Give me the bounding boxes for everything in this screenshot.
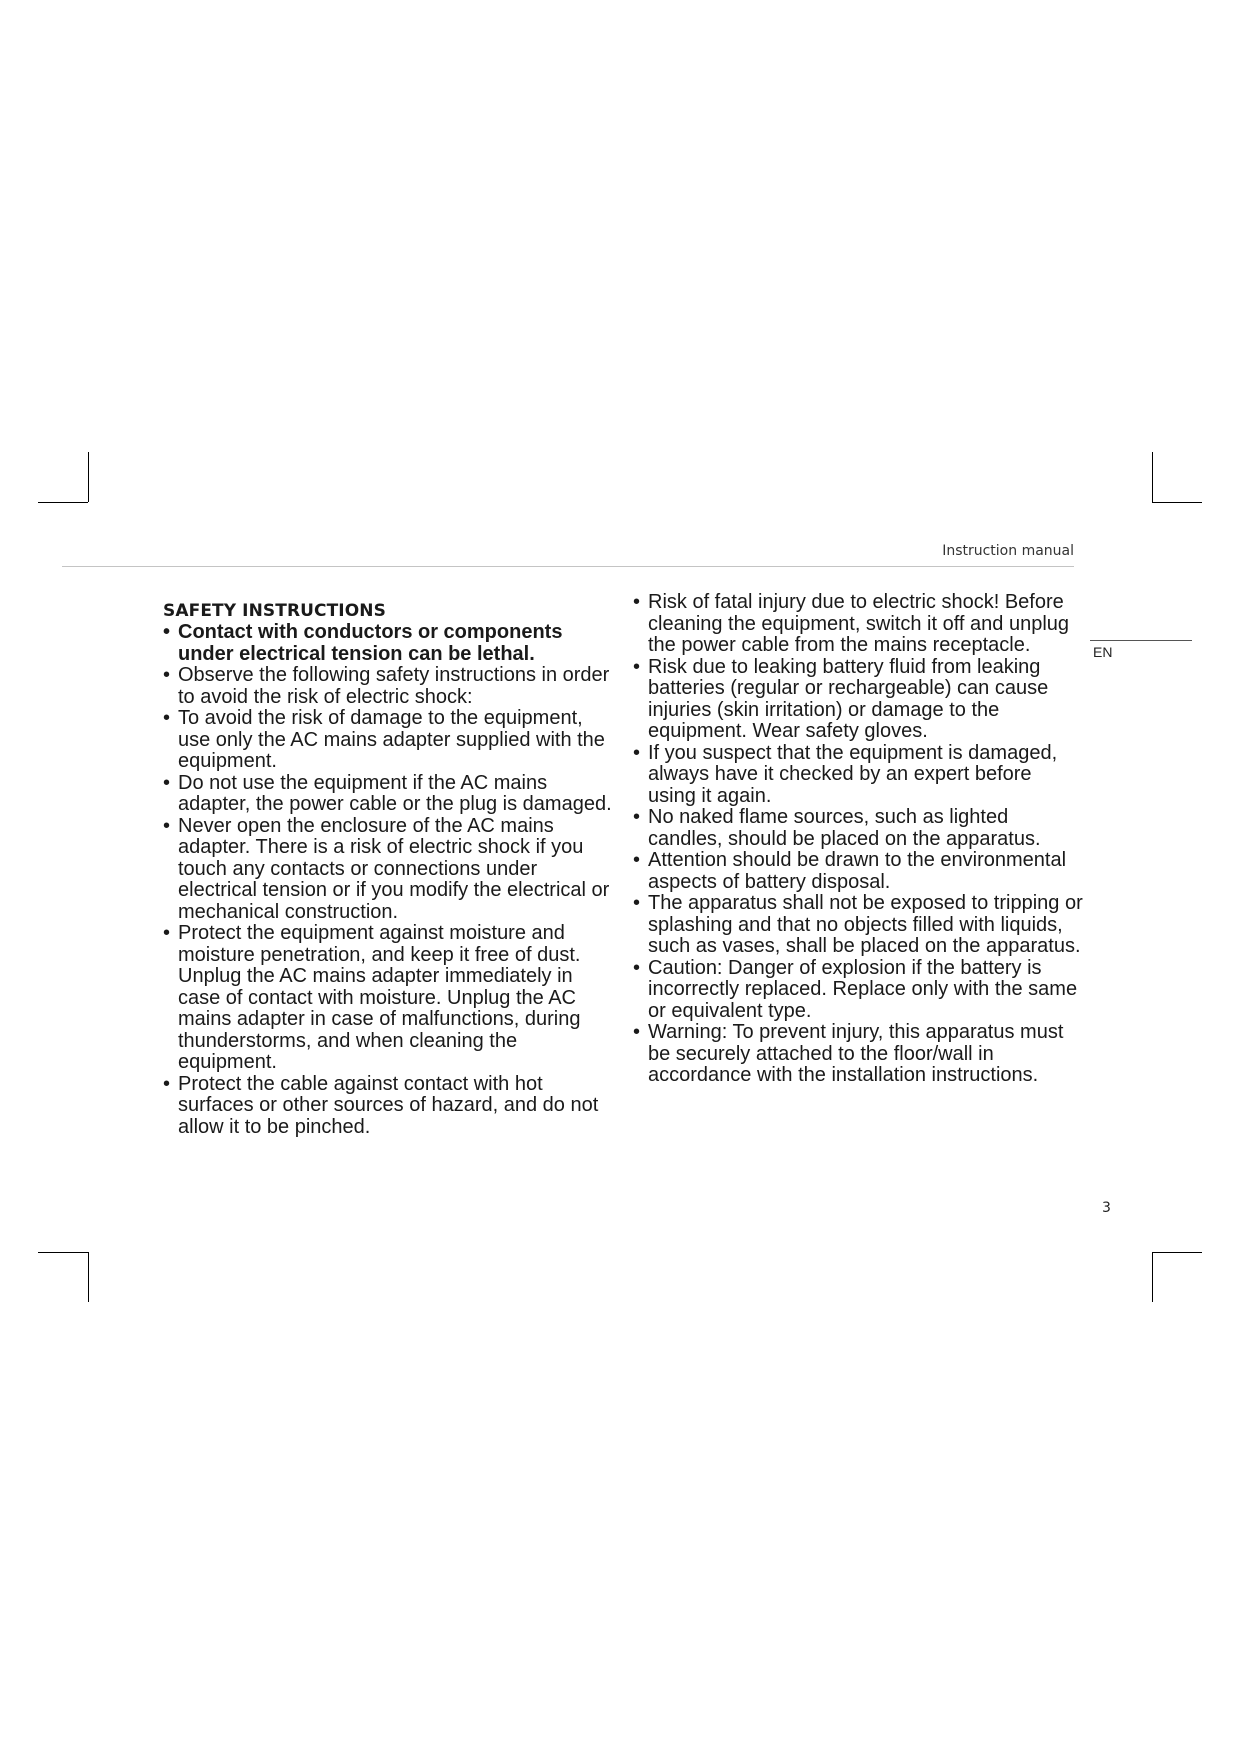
list-item: • Observe the following safety instructions in order to avoid the risk of electric shock: (163, 665, 613, 708)
list-item: • Protect the equipment against moisture and moisture penetration, and keep it free of dust. Unplug the AC mains adapter immediately in case of contact with moisture. Unplug the AC mains adapter in case of malfunctions, during thunderstorms, and when cleaning the equipment. (163, 923, 613, 1074)
crop-mark (1152, 1252, 1202, 1253)
list-item: • Never open the enclosure of the AC mains adapter. There is a risk of electric shock if you touch any contacts or connections under electrical tension or if you modify the electrical or mechanical construction. (163, 816, 613, 924)
list-item: • If you suspect that the equipment is damaged, always have it checked by an expert before using it again. (633, 743, 1083, 808)
list-item: • To avoid the risk of damage to the equipment, use only the AC mains adapter supplied with the equipment. (163, 708, 613, 773)
crop-mark (88, 452, 89, 502)
crop-mark (38, 502, 88, 503)
page-number: 3 (1102, 1200, 1111, 1216)
list-item: • Do not use the equipment if the AC mains adapter, the power cable or the plug is damaged. (163, 773, 613, 816)
crop-mark (1152, 452, 1153, 502)
left-column (163, 592, 613, 1138)
safety-list-right (633, 592, 1083, 1087)
right-column (633, 592, 1083, 1087)
list-item: • No naked flame sources, such as lighted candles, should be placed on the apparatus. (633, 807, 1083, 850)
header-rule (62, 566, 1074, 567)
crop-mark (1152, 1252, 1153, 1302)
crop-mark (1152, 502, 1202, 503)
crop-mark (88, 1252, 89, 1302)
safety-list-left (163, 622, 613, 1138)
list-item: • The apparatus shall not be exposed to tripping or splashing and that no objects filled with liquids, such as vases, shall be placed on the apparatus. (633, 893, 1083, 958)
section-title: SAFETY INSTRUCTIONS (163, 601, 386, 621)
running-header: Instruction manual (942, 543, 1074, 559)
list-item: • Caution: Danger of explosion if the battery is incorrectly replaced. Replace only with the same or equivalent type. (633, 958, 1083, 1023)
list-item: • Attention should be drawn to the environmental aspects of battery disposal. (633, 850, 1083, 893)
list-item: • Protect the cable against contact with hot surfaces or other sources of hazard, and do not allow it to be pinched. (163, 1074, 613, 1139)
language-tag: EN (1093, 644, 1113, 660)
list-item: • Contact with conductors or components under electrical tension can be lethal. (163, 622, 613, 665)
language-tab-rule (1090, 640, 1192, 641)
list-item: • Risk of fatal injury due to electric shock! Before cleaning the equipment, switch it off and unplug the power cable from the mains receptacle. (633, 592, 1083, 657)
list-item: • Risk due to leaking battery fluid from leaking batteries (regular or rechargeable) can cause injuries (skin irritation) or damage to the equipment. Wear safety gloves. (633, 657, 1083, 743)
list-item: • Warning: To prevent injury, this apparatus must be securely attached to the floor/wall in accordance with the installation instructions. (633, 1022, 1083, 1087)
crop-mark (38, 1252, 88, 1253)
